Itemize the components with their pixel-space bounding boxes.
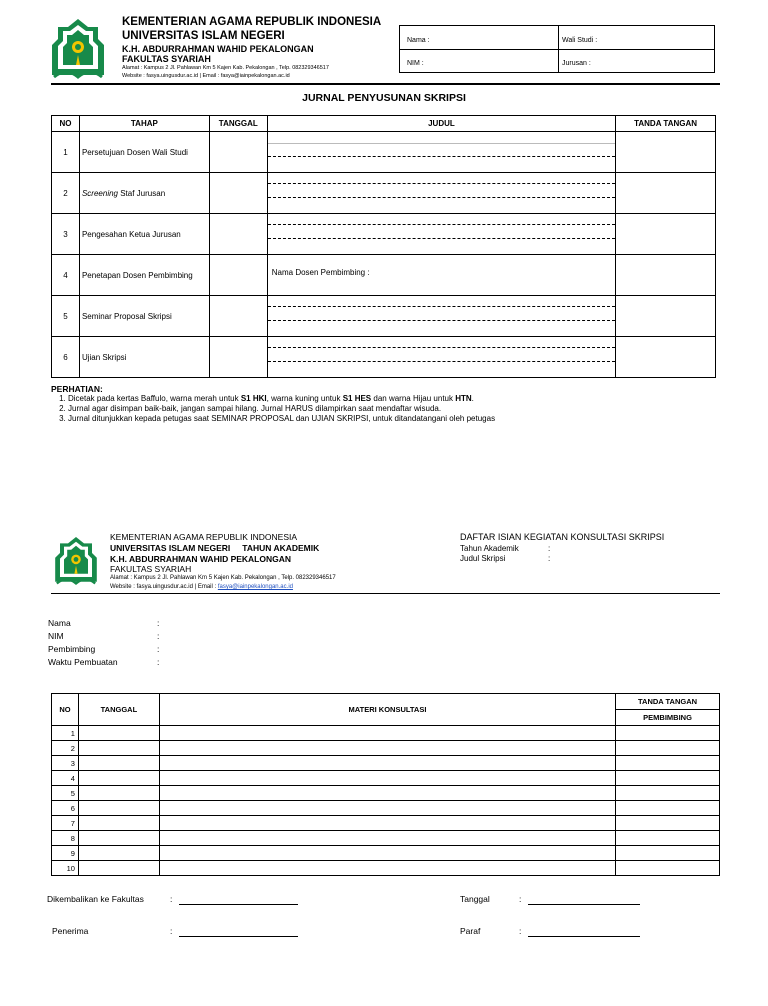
row-judul[interactable] xyxy=(267,337,615,378)
row-tanggal[interactable] xyxy=(209,296,267,337)
faculty-name-2: FAKULTAS SYARIAH xyxy=(110,564,192,574)
consult-row: 4 xyxy=(52,771,720,786)
note-item: 2. Jurnal agar disimpan baik-baik, jangan sampai hilang. Jurnal HARUS dilampirkan saat mendaftar wisuda. xyxy=(68,404,495,414)
row-ttd[interactable] xyxy=(616,296,716,337)
consult-row: 9 xyxy=(52,846,720,861)
header-divider xyxy=(51,83,720,85)
journal-table xyxy=(51,115,716,378)
col-ttd-2: TANDA TANGAN xyxy=(616,694,720,710)
note-item: 3. Jurnal ditunjukkan kepada petugas saat SEMINAR PROPOSAL dan UJIAN SKRIPSI, untuk ditandatangani oleh petugas xyxy=(68,414,495,424)
row-judul[interactable] xyxy=(267,214,615,255)
ministry-name-2: KEMENTERIAN AGAMA REPUBLIK INDONESIA xyxy=(110,532,298,542)
row-judul[interactable] xyxy=(267,296,615,337)
infobox-nim: NIM : xyxy=(407,60,424,67)
row-no: 2 xyxy=(52,173,80,214)
row-tanggal[interactable] xyxy=(209,132,267,173)
col-tanda-tangan: TANDA TANGAN xyxy=(616,116,716,132)
contact-text-2: Website : fasya.uingusdur.ac.id | Email : fasya@iainpekalongan.ac.id xyxy=(110,584,293,590)
journal-header-row xyxy=(52,116,716,132)
row-tanggal[interactable] xyxy=(209,337,267,378)
judul-skripsi-label: Judul Skripsi xyxy=(460,554,506,563)
col-no: NO xyxy=(52,116,80,132)
penerima-label: Penerima xyxy=(52,926,89,936)
col-pembimbing: PEMBIMBING xyxy=(616,710,720,726)
consult-row: 3 xyxy=(52,756,720,771)
journal-row xyxy=(52,173,716,214)
row-no: 6 xyxy=(52,337,80,378)
tahun-akademik-label: Tahun Akademik xyxy=(460,544,519,553)
consult-row: 8 xyxy=(52,831,720,846)
consult-row: 5 xyxy=(52,786,720,801)
consult-row: 1 xyxy=(52,726,720,741)
row-tahap: Seminar Proposal Skripsi xyxy=(79,296,209,337)
infobox-nama: Nama : xyxy=(407,37,430,44)
consult-row: 7 xyxy=(52,816,720,831)
dosen-pembimbing-label: Nama Dosen Pembimbing : xyxy=(271,268,370,277)
col-tahap: TAHAP xyxy=(79,116,209,132)
contact-text: Website : fasya.uingusdur.ac.id | Email : fasya@iainpekalongan.ac.id xyxy=(122,73,290,79)
university-logo xyxy=(48,17,108,81)
row-tahap-em: Screening xyxy=(81,188,118,198)
row-no: 4 xyxy=(52,255,80,296)
row-ttd[interactable] xyxy=(616,173,716,214)
journal-row xyxy=(52,132,716,173)
row-no: 1 xyxy=(52,132,80,173)
journal-row xyxy=(52,296,716,337)
university-label-2: UNIVERSITAS ISLAM NEGERI TAHUN AKADEMIK xyxy=(110,543,320,553)
notes-section xyxy=(51,384,495,424)
row-tahap: Ujian Skripsi xyxy=(79,337,209,378)
faculty-name: FAKULTAS SYARIAH xyxy=(122,54,211,64)
field-waktu-label: Waktu Pembuatan xyxy=(48,657,118,667)
row-ttd[interactable] xyxy=(616,337,716,378)
student-info-box xyxy=(399,25,715,73)
header2-divider xyxy=(51,593,720,594)
journal-row xyxy=(52,337,716,378)
paraf-line[interactable] xyxy=(528,936,640,937)
dikembalikan-line[interactable] xyxy=(179,904,298,905)
consult-row: 6 xyxy=(52,801,720,816)
daftar-title: DAFTAR ISIAN KEGIATAN KONSULTASI SKRIPSI xyxy=(460,532,665,542)
col-materi: MATERI KONSULTASI xyxy=(159,694,615,726)
row-tahap: Pengesahan Ketua Jurusan xyxy=(79,214,209,255)
university-name: K.H. ABDURRAHMAN WAHID PEKALONGAN xyxy=(122,44,314,54)
row-ttd[interactable] xyxy=(616,255,716,296)
row-judul[interactable] xyxy=(267,173,615,214)
row-tanggal[interactable] xyxy=(209,255,267,296)
journal-row xyxy=(52,214,716,255)
infobox-divider-h xyxy=(400,49,715,50)
row-ttd[interactable] xyxy=(616,214,716,255)
infobox-jurusan: Jurusan : xyxy=(562,60,591,67)
row-ttd[interactable] xyxy=(616,132,716,173)
row-tahap: Penetapan Dosen Pembimbing xyxy=(79,255,209,296)
row-judul[interactable] xyxy=(267,255,615,296)
row-no: 3 xyxy=(52,214,80,255)
consult-row: 2 xyxy=(52,741,720,756)
consultation-table xyxy=(51,693,720,876)
email-link[interactable]: fasya@iainpekalongan.ac.id xyxy=(217,584,293,590)
row-tahap: Persetujuan Dosen Wali Studi xyxy=(79,132,209,173)
col-tanggal: TANGGAL xyxy=(209,116,267,132)
note-item: 1. Dicetak pada kertas Baffulo, warna merah untuk S1 HKI, warna kuning untuk S1 HES dan warna Hijau untuk HTN. xyxy=(68,394,495,404)
field-nama-label: Nama xyxy=(48,618,71,628)
infobox-wali: Wali Studi : xyxy=(562,37,598,44)
journal-title: JURNAL PENYUSUNAN SKRIPSI xyxy=(302,92,466,104)
row-judul[interactable] xyxy=(267,132,615,173)
col-no-2: NO xyxy=(52,694,79,726)
ministry-name: KEMENTERIAN AGAMA REPUBLIK INDONESIA xyxy=(122,16,382,28)
consult-row: 10 xyxy=(52,861,720,876)
university-label: UNIVERSITAS ISLAM NEGERI xyxy=(122,30,285,42)
journal-row xyxy=(52,255,716,296)
paraf-label: Paraf xyxy=(460,926,481,936)
field-nim-label: NIM xyxy=(48,631,64,641)
tanggal-line[interactable] xyxy=(528,904,640,905)
row-tanggal[interactable] xyxy=(209,173,267,214)
notes-heading: PERHATIAN: xyxy=(51,384,103,394)
university-logo-2 xyxy=(52,534,100,588)
address-text-2: Alamat : Kampus 2 Jl. Pahlawan Km 5 Kajen Kab. Pekalongan , Telp. 082329346517 xyxy=(110,575,336,581)
field-pembimbing-label: Pembimbing xyxy=(48,644,96,654)
col-tanggal-2: TANGGAL xyxy=(78,694,159,726)
university-name-2: K.H. ABDURRAHMAN WAHID PEKALONGAN xyxy=(110,554,292,564)
tanggal-label: Tanggal xyxy=(460,894,490,904)
dikembalikan-label: Dikembalikan ke Fakultas xyxy=(47,894,144,904)
row-tahap-rest: Staf Jurusan xyxy=(118,188,166,198)
col-judul: JUDUL xyxy=(267,116,615,132)
row-no: 5 xyxy=(52,296,80,337)
row-tahap xyxy=(79,173,209,214)
address-text: Alamat : Kampus 2 Jl. Pahlawan Km 5 Kajen Kab. Pekalongan , Telp. 082329346517 xyxy=(122,65,329,71)
row-tanggal[interactable] xyxy=(209,214,267,255)
penerima-line[interactable] xyxy=(179,936,298,937)
